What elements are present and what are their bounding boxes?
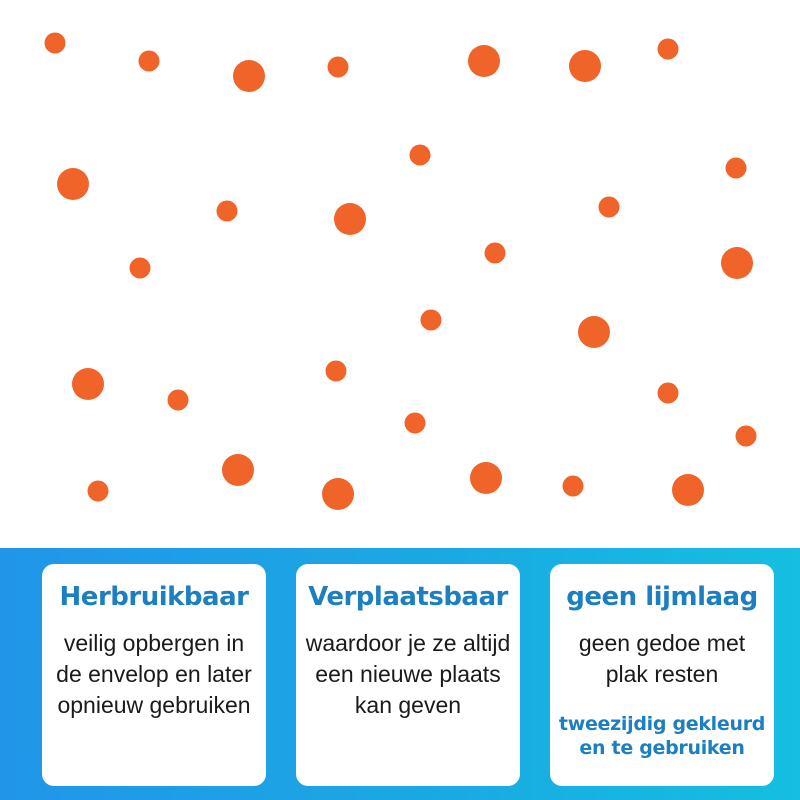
dot-sticker <box>57 168 89 200</box>
dot-sticker <box>139 51 160 72</box>
dot-sticker <box>485 243 506 264</box>
feature-card-no-glue <box>550 564 774 786</box>
dot-sticker <box>736 426 757 447</box>
dot-sticker <box>222 454 254 486</box>
dot-sticker <box>405 413 426 434</box>
dot-sticker <box>45 33 66 54</box>
feature-text-movable: waardoor je ze altijd een nieuwe plaats kan geven <box>305 630 511 718</box>
dot-sticker <box>334 203 366 235</box>
dot-sticker <box>410 145 431 166</box>
dot-sticker <box>328 57 349 78</box>
dot-sticker <box>421 310 442 331</box>
dot-sticker <box>233 60 265 92</box>
feature-note-double-sided: tweezijdig gekleurd en te gebruiken <box>558 713 766 759</box>
dot-sticker <box>217 201 238 222</box>
dot-sticker <box>326 361 347 382</box>
dot-sticker <box>599 197 620 218</box>
dot-sticker <box>658 383 679 404</box>
dot-sticker <box>168 390 189 411</box>
feature-text-no-glue: geen gedoe met plak resten <box>578 630 746 687</box>
dot-sticker <box>322 478 354 510</box>
dot-sticker <box>470 462 502 494</box>
dot-sticker <box>130 258 151 279</box>
dot-sticker <box>563 476 584 497</box>
feature-title-no-glue: geen lijmlaag <box>566 582 758 612</box>
feature-text-reusable: veilig opbergen in de envelop en later opnieuw gebruiken <box>56 630 252 718</box>
dot-sticker <box>468 45 500 77</box>
feature-title-reusable: Herbruikbaar <box>59 582 249 612</box>
dot-sticker <box>658 39 679 60</box>
dot-sticker <box>578 316 610 348</box>
feature-banner <box>0 548 800 800</box>
dot-sticker <box>569 50 601 82</box>
feature-title-movable: Verplaatsbaar <box>308 582 508 612</box>
dot-sticker <box>726 158 747 179</box>
dot-sticker <box>721 247 753 279</box>
dot-sticker <box>672 474 704 506</box>
dot-sticker <box>72 368 104 400</box>
feature-card-reusable <box>42 564 266 786</box>
feature-card-movable <box>296 564 520 786</box>
dot-sticker <box>88 481 109 502</box>
